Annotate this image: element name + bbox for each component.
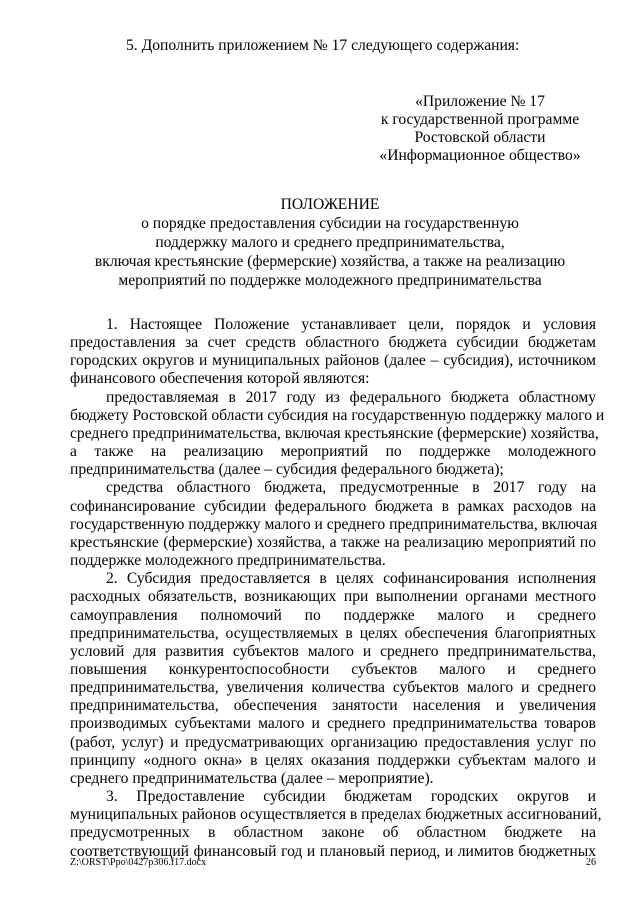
body-line: предоставляемая в 2017 году из федерального бюджета областному <box>106 388 596 406</box>
appendix-line: Ростовской области <box>414 129 546 146</box>
document-title <box>70 195 590 290</box>
body-line: расходных обязательств, возникающих при выполнении органами местного <box>70 588 596 606</box>
title-line: мероприятий по поддержке молодежного предпринимательства <box>118 272 542 289</box>
body-line: предоставления за счет средств областного бюджета субсидии бюджетам <box>70 334 596 352</box>
appendix-line: «Приложение № 17 <box>415 93 545 110</box>
body-line: производимых субъектами малого и среднего предпринимательства товаров <box>70 715 596 733</box>
body-line: городских округов и муниципальных районов (далее – субсидия), источником <box>70 352 596 370</box>
body-line: муниципальных районов осуществляется в пределах бюджетных ассигнований, <box>70 806 602 824</box>
body-line: самоуправления полномочий по поддержке малого и среднего <box>70 606 596 624</box>
body-line: предусмотренных в областном законе об областном бюджете на <box>70 824 596 842</box>
body-line: а также на реализацию мероприятий по поддержке молодежного <box>70 443 596 461</box>
body-line: (работ, услуг) и предусматривающих организацию предоставления услуг по <box>70 733 596 751</box>
body-line: принципу «одного окна» в целях оказания поддержки субъектам малого и <box>70 751 596 769</box>
body-line: предпринимательства (далее – субсидия федерального бюджета); <box>70 461 504 479</box>
body-line: повышения конкурентоспособности субъектов малого и среднего <box>70 660 596 678</box>
body-line: условий для развития субъектов малого и среднего предпринимательства, <box>70 642 596 660</box>
title-heading: ПОЛОЖЕНИЕ <box>280 196 380 213</box>
intro-text: 5. Дополнить приложением № 17 следующего содержания: <box>126 37 520 54</box>
body-line: финансового обеспечения которой являются: <box>70 370 370 388</box>
page-number: 26 <box>586 857 596 868</box>
body-line: поддержке молодежного предпринимательства. <box>70 552 386 570</box>
body-line: крестьянские (фермерские) хозяйства, а также на реализацию мероприятий по <box>70 533 596 551</box>
body-line: 1. Настоящее Положение устанавливает цели, порядок и условия <box>106 316 596 333</box>
body-line: предпринимательства, увеличения количества субъектов малого и среднего <box>70 679 596 697</box>
footer-file-path: Z:\ORST\Ppo\0427p306.f17.docx <box>70 857 207 868</box>
appendix-block <box>360 93 600 165</box>
body-line: предпринимательства, обеспечения занятости населения и увеличения <box>70 697 596 715</box>
body-line: государственную поддержку малого и среднего предпринимательства, включая <box>70 515 598 533</box>
body-line: предпринимательства, осуществляемых в целях обеспечения благоприятных <box>70 624 596 642</box>
body-line: 2. Субсидия предоставляется в целях софинансирования исполнения <box>106 570 596 588</box>
body-line: бюджету Ростовской области субсидия на государственную поддержку малого и <box>70 406 605 424</box>
title-line: поддержку малого и среднего предпринимательства, <box>155 234 505 251</box>
body-line: соответствующий финансовый год и плановый период, и лимитов бюджетных <box>70 842 596 860</box>
body-line: софинансирование субсидии федерального бюджета в рамках расходов на <box>70 497 596 515</box>
body-line: 3. Предоставление субсидии бюджетам городских округов и <box>106 788 596 806</box>
body-line: среднего предпринимательства, включая крестьянские (фермерские) хозяйства, <box>70 424 599 442</box>
body-line: среднего предпринимательства (далее – мероприятие). <box>70 769 434 787</box>
appendix-line: к государственной программе <box>380 111 580 128</box>
title-line: о порядке предоставления субсидии на государственную <box>141 215 519 232</box>
appendix-line: «Информационное общество» <box>379 147 581 164</box>
body-line: средства областного бюджета, предусмотренные в 2017 году на <box>106 479 596 497</box>
title-line: включая крестьянские (фермерские) хозяйства, а также на реализацию <box>94 253 566 270</box>
document-body <box>70 316 605 861</box>
